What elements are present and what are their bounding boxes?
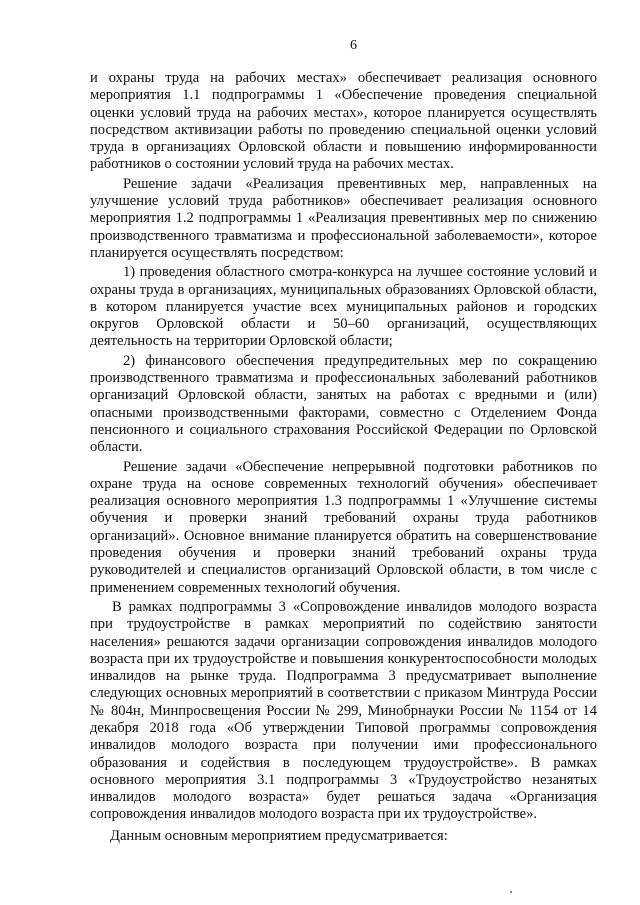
page-number: 6: [350, 38, 357, 53]
paragraph-1: и охраны труда на рабочих местах» обеспечивает реализация основного мероприятия 1.1 подпрограммы 1 «Обеспечение проведения специальной оценки условий труда на рабочих местах», которое планируется осуществлять посредством активизации работы по проведению специальной оценки условий труда в организациях Орловской области и повышению информированности работников о состоянии условий труда на рабочих местах.: [90, 70, 597, 173]
paragraph-2: Решение задачи «Реализация превентивных мер, направленных на улучшение условий труда работников» обеспечивает реализация основного мероприятия 1.2 подпрограммы 1 «Реализация превентивных мер по снижению производственного травматизма и профессиональной заболеваемости», которое планируется осуществлять посредством:: [90, 175, 597, 261]
paragraph-3: Решение задачи «Обеспечение непрерывной подготовки работников по охране труда на основе современных технологий обучения» обеспечивает реализация основного мероприятия 1.3 подпрограммы 1 «Улучшение системы обучения и проверки знаний требований охраны труда работников организаций». Основное внимание планируется обратить на совершенствование проведения обучения и проверки знаний требований охраны труда руководителей и специалистов организаций Орловской области, в том числе с применением современных технологий обучения.: [90, 458, 597, 596]
scan-speck: [510, 891, 512, 893]
paragraph-5: Данным основным мероприятием предусматривается:: [110, 827, 448, 844]
paragraph-4: В рамках подпрограммы 3 «Сопровождение инвалидов молодого возраста при трудоустройстве в рамках мероприятий по содействию занятости населения» решаются задачи организации сопровождения инвалидов молодого возраста при их трудоустройстве и повышения конкурентоспособности молодых инвалидов на рынке труда. Подпрограмма 3 предусматривает выполнение следующих основных мероприятий в соответствии с приказом Минтруда России № 804н, Минпросвещения России № 299, Минобрнауки России № 1154 от 14 декабря 2018 года «Об утверждении Типовой программы сопровождения инвалидов молодого возраста при получении ими профессионального образования и содействия в последующем трудоустройстве». В рамках основного мероприятия 3.1 подпрограммы 3 «Трудоустройство незанятых инвалидов молодого возраста» будет решаться задача «Организация сопровождения инвалидов молодого возраста при их трудоустройстве».: [90, 598, 597, 823]
list-item-2: 2) финансового обеспечения предупредительных мер по сокращению производственного травматизма и профессиональных заболеваний работников организаций Орловской области, занятых на работах с вредными и (или) опасными производственными факторами, совместно с Отделением Фонда пенсионного и социального страхования Российской Федерации по Орловской области.: [90, 352, 597, 456]
list-item-1: 1) проведения областного смотра-конкурса на лучшее состояние условий и охраны труда в организациях, муниципальных образованиях Орловской области, в котором планируется участие всех муниципальных районов и городских округов Орловской области и 50–60 организаций, осуществляющих деятельность на территории Орловской области;: [90, 264, 597, 350]
